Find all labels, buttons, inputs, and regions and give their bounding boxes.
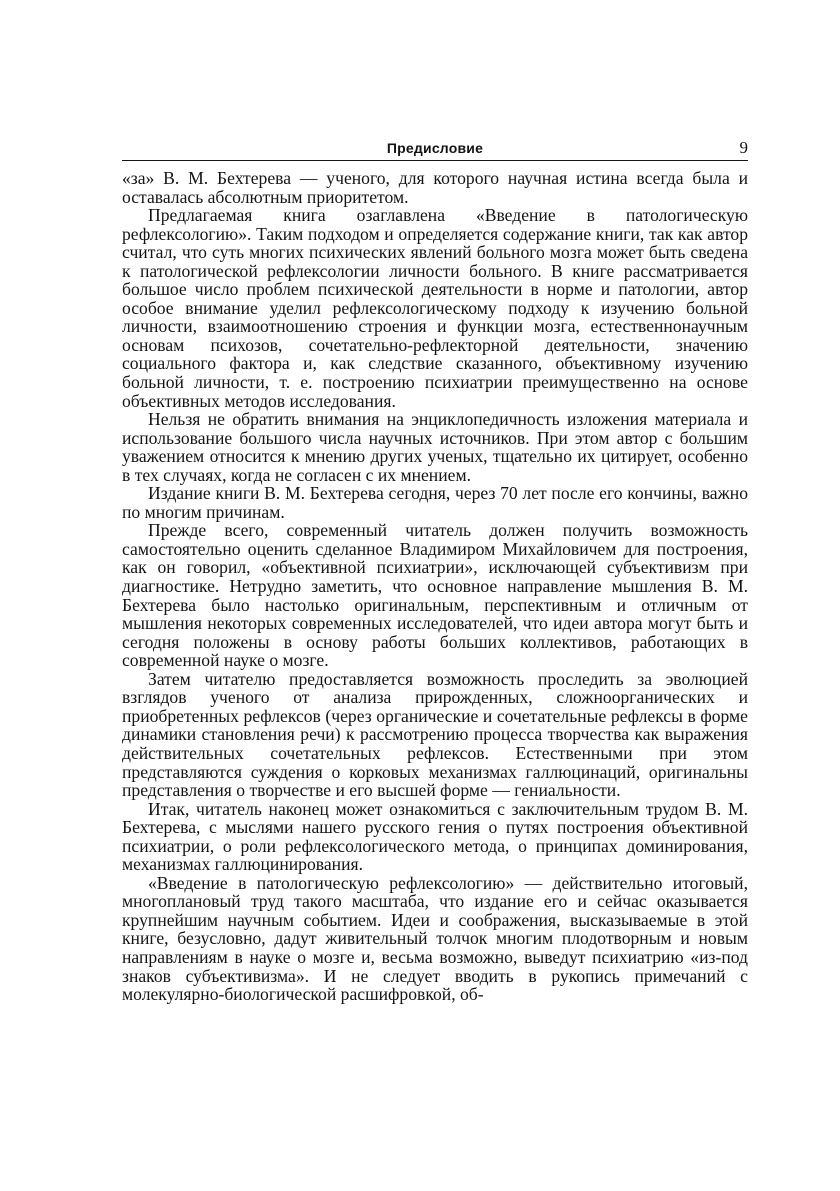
header-rule [122, 160, 748, 161]
body-text [122, 169, 748, 1004]
paragraph: Предлагаемая книга озаглавлена «Введение в патологическую рефлексологию». Таким подходом и определяется содержание книги, так как автор считал, что суть многих психических явлений больного мозга может быть сведена к патологической рефлексологии личности больного. В книге рассматривается большое число проблем психической деятельности в норме и патологии, автор особое внимание уделил рефлексологическому подходу к изучению больной личности, взаимоотношению строения и функции мозга, естественнонаучным основам психозов, сочетательно-рефлекторной деятельности, значению социального фактора и, как следствие сказанного, объективному изучению больной личности, т. е. построению психиатрии преимущественно на основе объективных методов исследования. [122, 205, 748, 411]
book-page [122, 136, 748, 1004]
paragraph: Итак, читатель наконец может ознакомиться с заключительным трудом В. М. Бехтерева, с мыслями нашего русского гения о путях построения объективной психиатрии, о роли рефлексологического метода, о принципах доминирования, механизмах галлюцинирования. [122, 798, 748, 875]
paragraph: Прежде всего, современный читатель должен получить возможность самостоятельно оценить сделанное Владимиром Михайловичем для построения, как он говорил, «объективной психиатрии», исключающей субъективизм при диагностике. Нетрудно заметить, что основное направление мышления В. М. Бехтерева было настолько оригинальным, перспективным и отличным от мышления некоторых современных исследователей, что идеи автора могут быть и сегодня положены в основу работы больших коллективов, работающих в современной науке о мозге. [122, 520, 748, 671]
paragraph: Нельзя не обратить внимания на энциклопедичность изложения материала и использование большого числа научных источников. При этом автор с большим уважением относится к мнению других ученых, тщательно их цитирует, особенно в тех случаях, когда не согласен с их мнением. [122, 409, 748, 485]
paragraph: Издание книги В. М. Бехтерева сегодня, через 70 лет после его кончины, важно по многим причинам. [122, 483, 748, 522]
paragraph: «Введение в патологическую рефлексологию» — действительно итоговый, многоплановый труд такого масштаба, что издание его и сейчас оказывается крупнейшим научным событием. Идеи и соображения, высказываемые в этой книге, безусловно, дадут живительный толчок многим плодотворным и новым направлениям в науке о мозге и, весьма возможно, выведут психиатрию «из-под знаков субъективизма». И не следует вводить в рукопись примечаний с молекулярно-биологической расшифровкой, об- [122, 872, 748, 1005]
page-number: 9 [739, 138, 748, 157]
paragraph: Затем читателю предоставляется возможность проследить за эволюцией взглядов ученого от анализа прирожденных, сложноорганических и приобретенных рефлексов (через органические и сочетательные рефлексы в форме динамики становления речи) к рассмотрению процесса творчества как выражения действительных сочетательных рефлексов. Естественными при этом представляются суждения о корковых механизмах галлюцинаций, оригинальны представления о творчестве и его высшей форме — гениальности. [122, 668, 748, 801]
running-title: Предисловие [386, 140, 484, 156]
running-header [122, 136, 748, 160]
paragraph-continuation: «за» В. М. Бехтерева — ученого, для которого научная истина всегда была и оставалась абсолютным приоритетом. [122, 168, 748, 207]
